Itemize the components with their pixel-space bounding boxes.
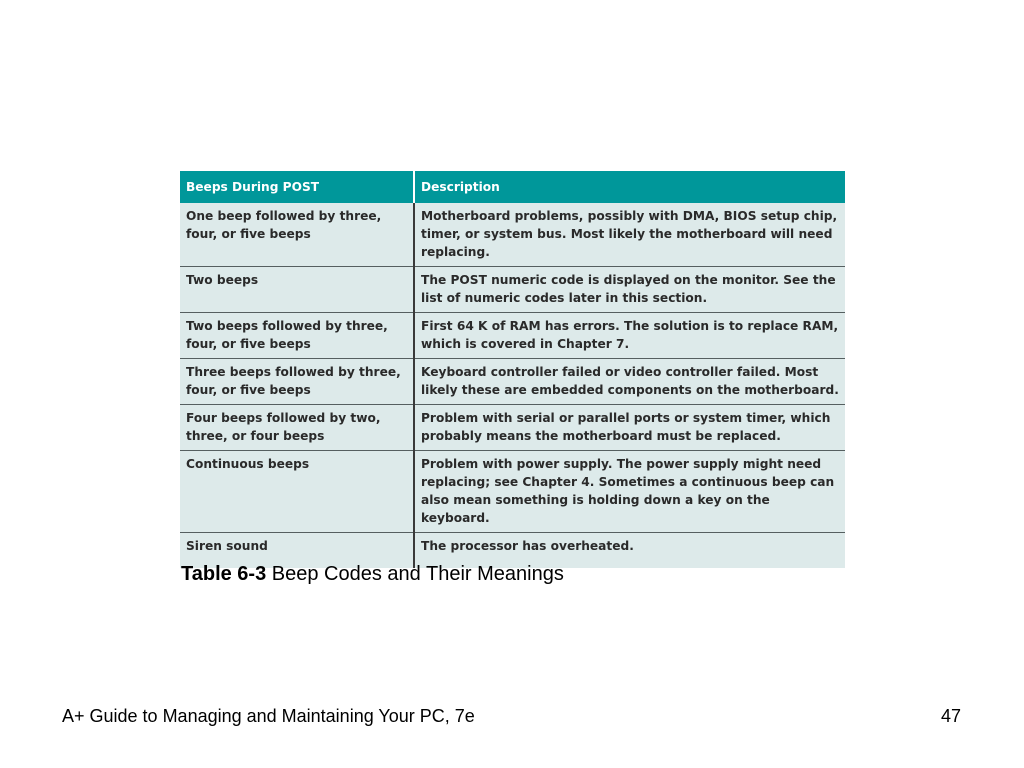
beeps-cell: Four beeps followed by two, three, or four beeps [180,405,414,451]
beeps-cell: Siren sound [180,533,414,569]
description-cell: Keyboard controller failed or video controller failed. Most likely these are embedded components on the motherboard. [414,359,845,405]
caption-label: Table 6-3 [181,563,267,585]
table-row [180,203,845,267]
table-row [180,313,845,359]
caption-text: Beep Codes and Their Meanings [271,563,564,585]
beeps-cell: Three beeps followed by three, four, or five beeps [180,359,414,405]
table-row [180,451,845,533]
beeps-cell: Continuous beeps [180,451,414,533]
beep-codes-table-container [180,171,845,553]
table-caption [181,563,564,586]
beeps-cell: Two beeps [180,267,414,313]
table-header-row [180,171,845,203]
beeps-cell: Two beeps followed by three, four, or five beeps [180,313,414,359]
table-row [180,405,845,451]
beep-codes-table [180,171,845,568]
footer-page-number: 47 [941,706,962,726]
table-row [180,359,845,405]
footer-book-title: A+ Guide to Managing and Maintaining Your PC, 7e [62,706,475,726]
header-beeps-during-post: Beeps During POST [180,171,414,203]
beeps-cell: One beep followed by three, four, or five beeps [180,203,414,267]
description-cell: The POST numeric code is displayed on the monitor. See the list of numeric codes later in this section. [414,267,845,313]
header-description: Description [414,171,845,203]
description-cell: The processor has overheated. [414,533,845,569]
description-cell: Problem with serial or parallel ports or system timer, which probably means the motherboard must be replaced. [414,405,845,451]
description-cell: Motherboard problems, possibly with DMA, BIOS setup chip, timer, or system bus. Most likely the motherboard will need replacing. [414,203,845,267]
table-row [180,267,845,313]
description-cell: Problem with power supply. The power supply might need replacing; see Chapter 4. Sometimes a continuous beep can also mean something is holding down a key on the keyboard. [414,451,845,533]
description-cell: First 64 K of RAM has errors. The solution is to replace RAM, which is covered in Chapter 7. [414,313,845,359]
